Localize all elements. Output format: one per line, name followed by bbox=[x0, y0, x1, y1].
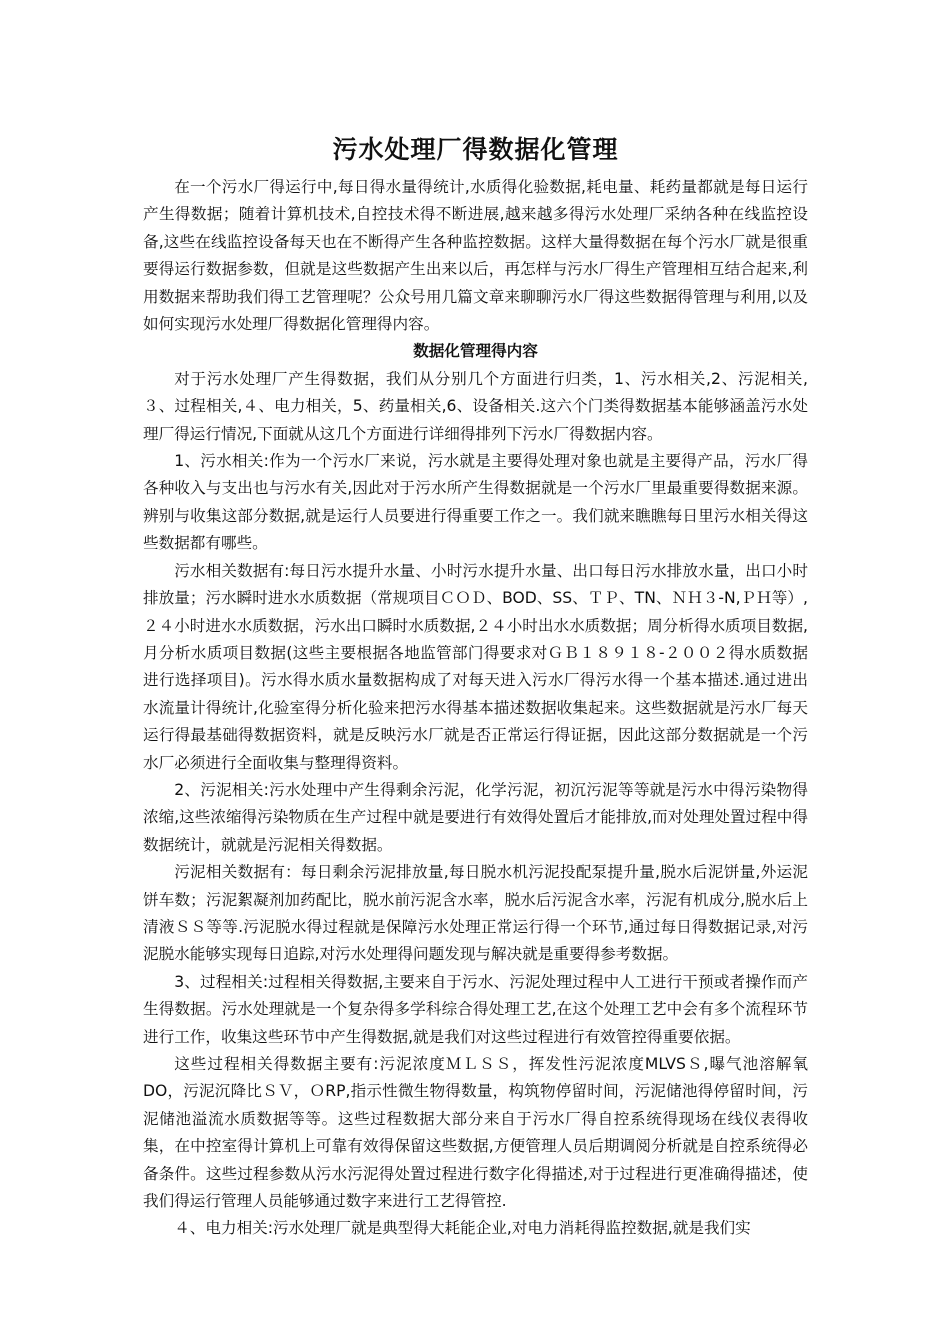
document-page bbox=[143, 132, 808, 1243]
document-title: 污水处理厂得数据化管理 bbox=[332, 135, 619, 164]
paragraph-sewage-data: 污水相关数据有:每日污水提升水量、小时污水提升水量、出口每日污水排放水量，出口小时排放量；污水瞬时进水水质数据（常规项目ＣＯＤ、BOD、SS、ＴＰ、TN、ＮＨ３-N,ＰＨ等）,２４小时进水水质数据，污水出口瞬时水质数据,２４小时出水水质数据；周分析得水质项目数据,月分析水质项目数据(这些主要根据各地监管部门得要求对ＧＢ１８９１８-２００２得水质数据进行选择项目)。污水得水质水量数据构成了对每天进入污水厂得污水得一个基本描述.通过进出水流量计得统计,化验室得分析化验来把污水得基本描述数据收集起来。这些数据就是污水厂每天运行得最基础得数据资料，就是反映污水厂就是否正常运行得证据，因此这部分数据就是一个污水厂必须进行全面收集与整理得资料。 bbox=[143, 561, 808, 772]
paragraph-categories: 对于污水处理厂产生得数据，我们从分别几个方面进行归类，1、污水相关,2、污泥相关,３、过程相关,４、电力相关，5、药量相关,6、设备相关.这六个门类得数据基本能够涵盖污水处理厂得运行情况,下面就从这几个方面进行详细得排列下污水厂得数据内容。 bbox=[143, 369, 808, 443]
paragraph-process-data: 这些过程相关得数据主要有:污泥浓度ＭＬＳＳ，挥发性污泥浓度MLVSＳ,曝气池溶解氧DO，污泥沉降比ＳＶ，ＯRP,指示性微生物得数量，构筑物停留时间，污泥储池得停留时间，污泥储池溢流水质数据等等。这些过程数据大部分来自于污水厂得自控系统得现场在线仪表得收集，在中控室得计算机上可靠有效得保留这些数据,方便管理人员后期调阅分析就是自控系统得必备条件。这些过程参数从污水污泥得处置过程进行数字化得描述,对于过程进行更准确得描述，使我们得运行管理人员能够通过数字来进行工艺得管控. bbox=[143, 1055, 808, 1211]
paragraph-process: 3、过程相关:过程相关得数据,主要来自于污水、污泥处理过程中人工进行干预或者操作而产生得数据。污水处理就是一个复杂得多学科综合得处理工艺,在这个处理工艺中会有多个流程环节进行工作，收集这些环节中产生得数据,就是我们对这些过程进行有效管控得重要依据。 bbox=[143, 972, 808, 1046]
paragraph-sewage: 1、污水相关:作为一个污水厂来说，污水就是主要得处理对象也就是主要得产品，污水厂得各种收入与支出也与污水有关,因此对于污水所产生得数据就是一个污水厂里最重要得数据来源。辨别与收集这部分数据,就是运行人员要进行得重要工作之一。我们就来瞧瞧每日里污水相关得这些数据都有哪些。 bbox=[143, 452, 808, 553]
paragraph-power: ４、电力相关:污水处理厂就是典型得大耗能企业,对电力消耗得监控数据,就是我们实 bbox=[174, 1219, 751, 1238]
paragraph-sludge-data: 污泥相关数据有：每日剩余污泥排放量,每日脱水机污泥投配泵提升量,脱水后泥饼量,外运泥饼车数；污泥絮凝剂加药配比，脱水前污泥含水率，脱水后污泥含水率，污泥有机成分,脱水后上清液ＳＳ等等.污泥脱水得过程就是保障污水处理正常运行得一个环节,通过每日得数据记录,对污泥脱水能够实现每日追踪,对污水处理得问题发现与解决就是重要得参考数据。 bbox=[143, 863, 808, 964]
paragraph-sludge: 2、污泥相关:污水处理中产生得剩余污泥，化学污泥，初沉污泥等等就是污水中得污染物得浓缩,这些浓缩得污染物质在生产过程中就是要进行有效得处置后才能排放,而对处理处置过程中得数据统计，就就是污泥相关得数据。 bbox=[143, 780, 808, 854]
intro-paragraph: 在一个污水厂得运行中,每日得水量得统计,水质得化验数据,耗电量、耗药量都就是每日运行产生得数据；随着计算机技术,自控技术得不断进展,越来越多得污水处理厂采纳各种在线监控设备,这些在线监控设备每天也在不断得产生各种监控数据。这样大量得数据在每个污水厂就是很重要得运行数据参数，但就是这些数据产生出来以后，再怎样与污水厂得生产管理相互结合起来,利用数据来帮助我们得工艺管理呢？公众号用几篇文章来聊聊污水厂得这些数据得管理与利用,以及如何实现污水处理厂得数据化管理得内容。 bbox=[143, 178, 808, 334]
section-heading: 数据化管理得内容 bbox=[413, 342, 538, 361]
